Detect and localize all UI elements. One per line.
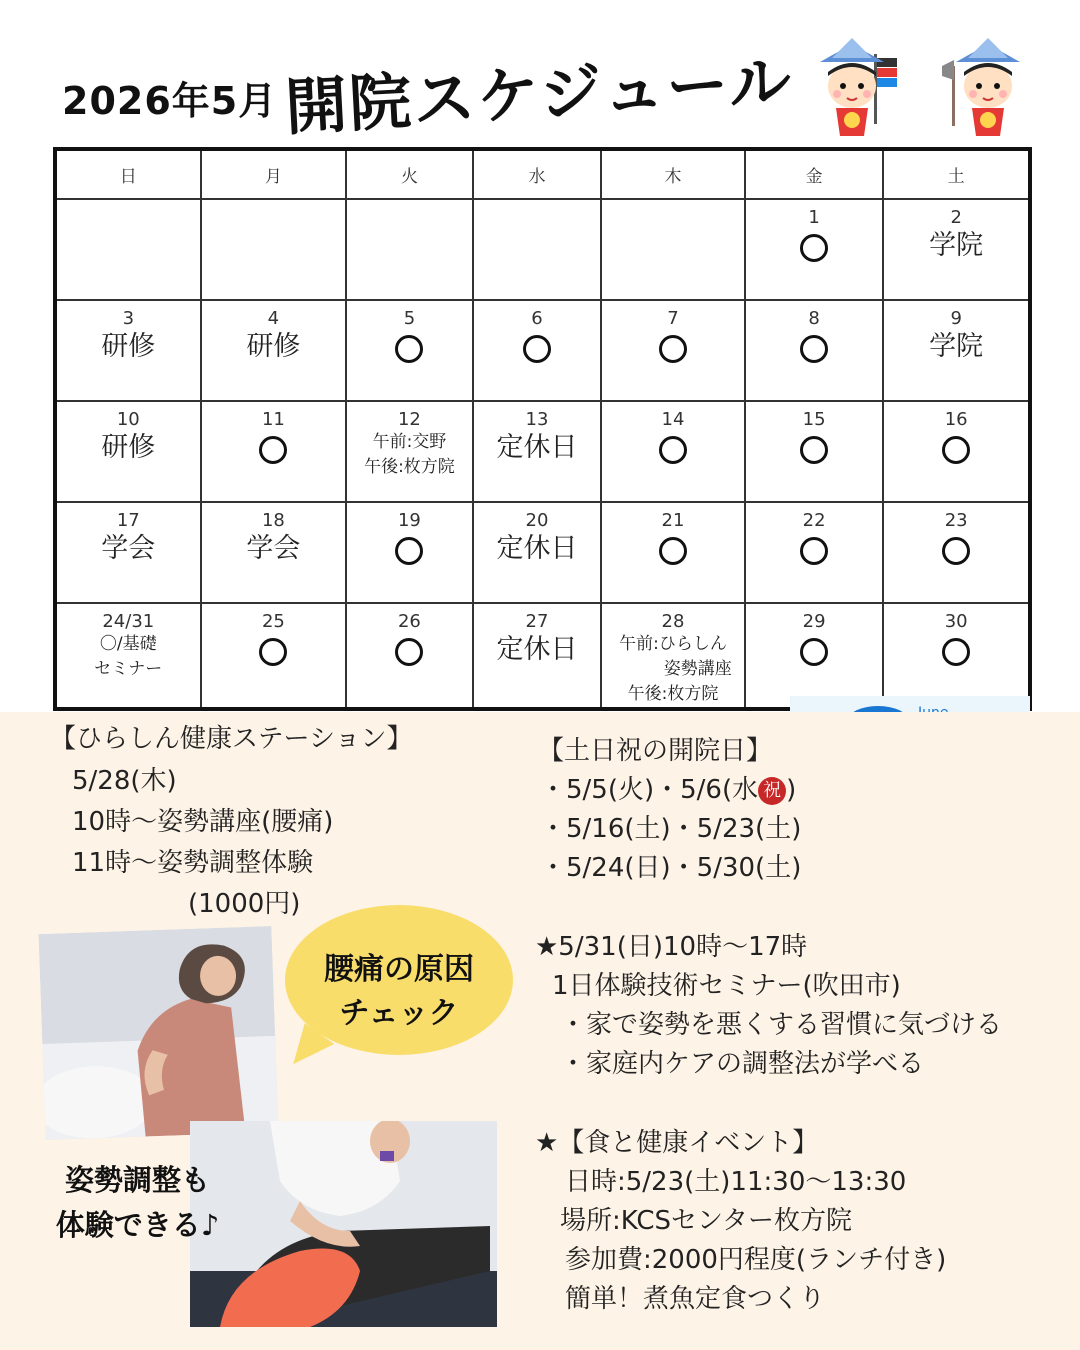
day-status: 定休日 [496,634,578,665]
calendar-day-cell [346,603,473,709]
day-number: 3 [122,308,135,329]
day-number: 23 [944,510,968,531]
calendar-day-cell [55,300,201,401]
open-circle-icon [659,436,687,464]
day-number: 22 [802,510,826,531]
day-number: 9 [950,308,962,329]
calendar-day-cell [346,502,473,603]
weekday-header-row [55,149,1030,199]
calendar-day-cell [601,502,745,603]
calendar-day-cell [883,401,1030,502]
day-number: 4 [267,308,280,329]
weekday-1: 月 [201,149,347,199]
calendar-day-cell [745,199,884,300]
bubble-text [285,948,513,1036]
station-date: 5/28(木) [72,766,177,796]
open-circle-icon [942,436,970,464]
day-number: 20 [525,510,549,531]
calendar-table [53,147,1032,711]
day-status: 学会 [101,533,156,564]
calendar-day-cell [201,199,347,300]
day-number: 18 [261,510,285,531]
seminar-line4: ・家庭内ケアの調整法が学べる [560,1049,925,1079]
day-note: 午前:交野 [372,432,447,452]
calendar-day-cell [745,502,884,603]
weekend-line1 [540,771,796,810]
calendar-day-cell [473,199,602,300]
boy-mascot-flag-icon [802,36,902,140]
bubble-line1: 腰痛の原因 [324,952,474,987]
header [0,0,1080,145]
open-circle-icon [523,335,551,363]
calendar-day-cell [601,401,745,502]
day-number: 12 [397,409,421,430]
photo-caption [40,1158,235,1248]
calendar-body [55,199,1030,709]
calendar-day-cell [745,300,884,401]
seminar-line1: ★5/31(日)10時～17時 [535,932,808,962]
day-status: 研修 [246,331,301,362]
weekend-line2: ・5/16(土)・5/23(土) [540,814,802,844]
calendar-day-cell [601,199,745,300]
weekday-3: 水 [473,149,602,199]
calendar-day-cell [473,300,602,401]
caption-line1: 姿勢調整も [64,1163,210,1197]
food-place: 場所:KCSセンター枚方院 [560,1206,853,1236]
open-circle-icon [659,335,687,363]
day-number: 2 [950,207,962,228]
open-circle-icon [395,335,423,363]
day-number: 14 [661,409,685,430]
day-note: 午前:ひらしん [619,634,727,654]
day-number: 5 [403,308,416,329]
calendar-week-row [55,401,1030,502]
posture-adjustment-photo [190,1121,497,1327]
weekend-line1-end: ) [786,775,797,805]
calendar-day-cell [473,603,602,709]
food-menu: 簡単！煮魚定食つくり [565,1284,826,1314]
open-circle-icon [395,537,423,565]
calendar-day-cell [473,401,602,502]
page-title: 開院スケジュール [283,44,795,144]
day-number: 17 [116,510,140,531]
calendar-day-cell [601,300,745,401]
day-number: 26 [397,611,421,632]
open-circle-icon [800,436,828,464]
day-status: 研修 [101,432,156,463]
day-note: 姿勢講座 [663,659,732,679]
calendar-day-cell [201,401,347,502]
calendar-day-cell [745,603,884,709]
bubble-line2: チェック [339,996,459,1031]
open-circle-icon [800,537,828,565]
back-pain-photo [38,926,278,1140]
calendar-week-row [55,603,1030,709]
calendar-week-row [55,300,1030,401]
weekday-5: 金 [745,149,884,199]
day-number: 1 [808,207,820,228]
open-circle-icon [800,335,828,363]
day-note: 午後:枚方院 [627,684,719,704]
weekday-0: 日 [55,149,201,199]
calendar-day-cell [473,502,602,603]
day-note: セミナー [94,659,163,679]
calendar-week-row [55,502,1030,603]
open-circle-icon [659,537,687,565]
day-number: 7 [667,308,679,329]
day-number: 29 [802,611,826,632]
day-number: 15 [802,409,826,430]
holiday-badge: 祝 [758,777,786,805]
calendar-day-cell [883,603,1030,709]
open-circle-icon [259,638,287,666]
calendar-day-cell [201,300,347,401]
weekend-heading: 【土日祝の開院日】 [538,736,773,766]
station-line1: 10時～姿勢講座(腰痛) [72,807,334,837]
food-fee: 参加費:2000円程度(ランチ付き) [565,1245,947,1275]
calendar-day-cell [55,603,201,709]
open-circle-icon [800,234,828,262]
calendar-day-cell [201,502,347,603]
day-note: 〇/基礎 [99,634,157,654]
open-circle-icon [395,638,423,666]
weekday-6: 土 [883,149,1030,199]
calendar-day-cell [55,401,201,502]
day-number: 21 [661,510,685,531]
day-number: 30 [944,611,968,632]
day-status: 学院 [929,331,984,362]
open-circle-icon [259,436,287,464]
day-number: 27 [525,611,549,632]
day-status: 学院 [929,230,984,261]
weekend-line3: ・5/24(日)・5/30(土) [540,853,802,883]
day-number: 13 [525,409,549,430]
seminar-line2: 1日体験技術セミナー(吹田市) [552,971,901,1001]
calendar-day-cell [201,603,347,709]
day-status: 定休日 [496,432,578,463]
calendar-day-cell [55,199,201,300]
station-price: (1000円) [188,889,301,919]
calendar-day-cell [55,502,201,603]
station-heading: 【ひらしん健康ステーション】 [50,724,413,754]
food-heading: ★【食と健康イベント】 [535,1128,819,1158]
day-number: 10 [116,409,140,430]
calendar-day-cell [346,300,473,401]
year-month: 2026年5月 [62,79,278,123]
food-datetime: 日時:5/23(土)11:30～13:30 [565,1167,907,1197]
calendar-day-cell [883,199,1030,300]
day-number: 19 [397,510,421,531]
day-number: 6 [531,308,543,329]
open-circle-icon [942,638,970,666]
weekday-4: 木 [601,149,745,199]
day-number: 8 [808,308,820,329]
open-circle-icon [942,537,970,565]
calendar-week-row [55,199,1030,300]
day-status: 定休日 [496,533,578,564]
calendar-day-cell [883,502,1030,603]
calendar-day-cell [346,401,473,502]
seminar-line3: ・家で姿勢を悪くする習慣に気づける [560,1010,1003,1040]
day-number: 25 [261,611,285,632]
day-number: 16 [944,409,968,430]
day-status: 学会 [246,533,301,564]
calendar-day-cell [745,401,884,502]
day-number: 28 [661,611,685,632]
day-number: 11 [261,409,285,430]
weekend-line1-text: ・5/5(火)・5/6(水 [540,775,759,805]
day-status: 研修 [101,331,156,362]
calendar-day-cell [346,199,473,300]
caption-line2: 体験できる♪ [55,1208,220,1242]
boy-mascot-axe-icon [938,36,1038,140]
weekday-2: 火 [346,149,473,199]
day-number: 24/31 [102,611,155,632]
calendar-day-cell [883,300,1030,401]
day-note: 午後:枚方院 [364,457,455,477]
station-line2: 11時～姿勢調整体験 [72,848,314,878]
open-circle-icon [800,638,828,666]
calendar-day-cell [601,603,745,709]
